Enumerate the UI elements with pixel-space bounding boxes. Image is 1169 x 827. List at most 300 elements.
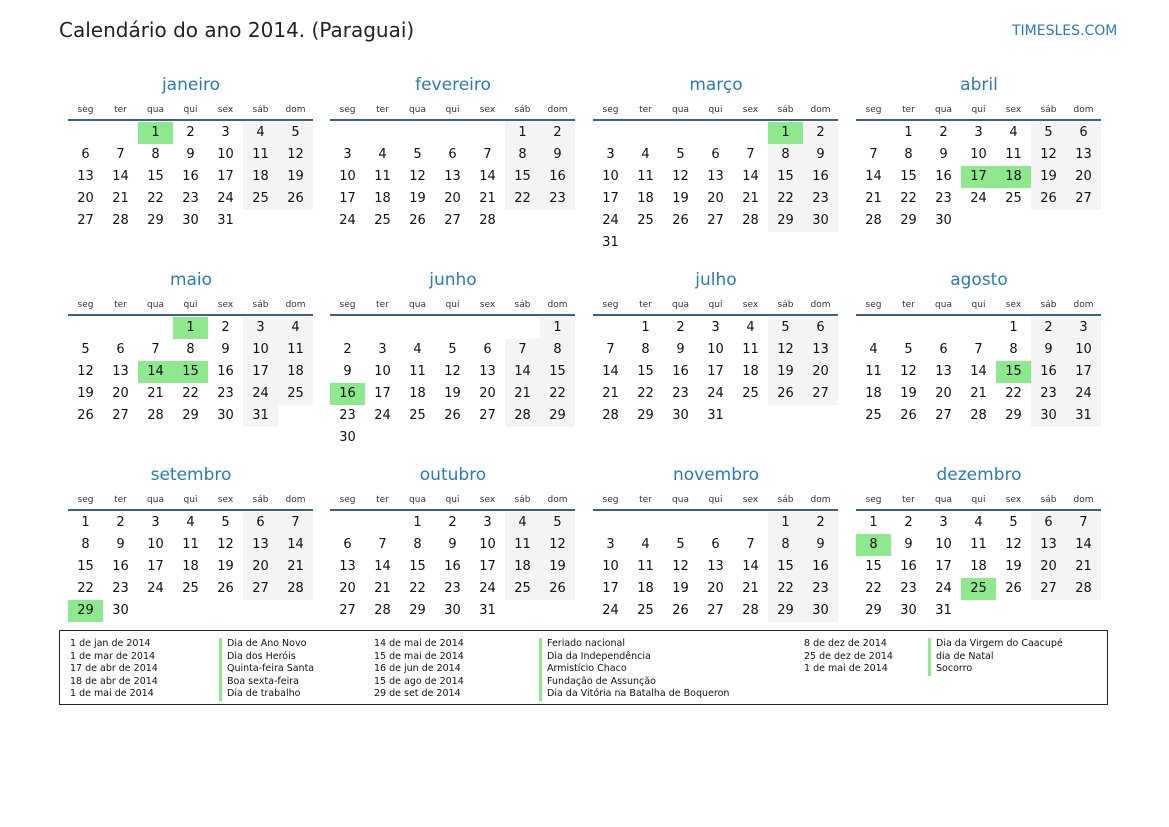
weekday-header: qui <box>708 300 723 310</box>
weekday-header: ter <box>376 105 389 115</box>
day-cell: 23 <box>339 408 356 423</box>
day-cell: 3 <box>221 125 230 140</box>
day-cell: 31 <box>243 405 278 427</box>
day-cell: 29 <box>147 213 164 228</box>
weekday-header: sáb <box>514 300 531 310</box>
weekday-header: qua <box>409 495 426 505</box>
day-cell: 5 <box>540 512 575 534</box>
weekday-header: sáb <box>514 495 531 505</box>
day-cell: 12 <box>217 537 234 552</box>
day-cell: 4 <box>641 537 650 552</box>
month-name: janeiro <box>161 75 221 95</box>
holiday-cell: 1 <box>173 317 208 339</box>
weekday-header: sáb <box>1040 300 1057 310</box>
day-cell: 17 <box>339 191 356 206</box>
weekday-header: qui <box>183 300 198 310</box>
month-novembro <box>593 465 839 645</box>
day-cell: 12 <box>409 169 426 184</box>
day-cell: 22 <box>768 578 803 600</box>
day-cell: 7 <box>746 147 755 162</box>
day-cell: 29 <box>409 603 426 618</box>
day-cell: 1 <box>904 125 913 140</box>
day-cell: 8 <box>186 342 195 357</box>
weekday-header: qua <box>409 300 426 310</box>
day-cell: 9 <box>116 537 125 552</box>
day-cell: 5 <box>1009 515 1018 530</box>
day-cell: 21 <box>602 386 619 401</box>
day-cell: 9 <box>803 144 838 166</box>
day-cell: 7 <box>116 147 125 162</box>
day-cell: 3 <box>606 537 615 552</box>
day-cell: 17 <box>374 386 391 401</box>
day-cell: 7 <box>746 537 755 552</box>
legend-holiday-name: Dia de Ano Novo <box>219 638 314 651</box>
day-cell: 26 <box>77 408 94 423</box>
day-cell: 10 <box>479 537 496 552</box>
day-cell: 26 <box>672 603 689 618</box>
day-cell: 4 <box>186 515 195 530</box>
day-cell: 4 <box>243 122 278 144</box>
header-divider <box>68 314 313 316</box>
day-cell: 21 <box>479 191 496 206</box>
weekday-header: seg <box>865 300 882 310</box>
day-cell: 4 <box>1009 125 1018 140</box>
weekday-header: qui <box>445 105 460 115</box>
weekday-header: dom <box>285 105 306 115</box>
header-divider <box>68 509 313 511</box>
day-cell: 8 <box>1009 342 1018 357</box>
day-cell: 9 <box>221 342 230 357</box>
day-cell: 28 <box>742 213 759 228</box>
day-cell: 27 <box>339 603 356 618</box>
legend-names-col3 <box>928 638 1063 676</box>
weekday-header: seg <box>77 300 94 310</box>
day-cell: 2 <box>1031 317 1066 339</box>
day-cell: 2 <box>540 122 575 144</box>
day-cell: 8 <box>768 144 803 166</box>
day-cell: 23 <box>803 578 838 600</box>
day-cell: 24 <box>479 581 496 596</box>
day-cell: 19 <box>672 581 689 596</box>
day-cell: 30 <box>803 600 838 622</box>
day-cell: 27 <box>112 408 129 423</box>
weekday-header: seg <box>339 105 356 115</box>
day-cell: 4 <box>641 147 650 162</box>
day-cell: 27 <box>77 213 94 228</box>
day-cell: 8 <box>81 537 90 552</box>
day-cell: 16 <box>803 556 838 578</box>
weekday-header: dom <box>547 495 568 505</box>
day-cell: 13 <box>935 364 952 379</box>
weekday-header: seg <box>865 495 882 505</box>
day-cell: 12 <box>278 144 313 166</box>
day-cell: 30 <box>1031 405 1066 427</box>
day-cell: 1 <box>505 122 540 144</box>
day-cell: 24 <box>602 213 619 228</box>
weekday-header: qua <box>672 495 689 505</box>
weekday-header: ter <box>114 105 127 115</box>
weekday-header: seg <box>602 300 619 310</box>
day-cell: 8 <box>768 534 803 556</box>
day-cell: 9 <box>803 534 838 556</box>
day-cell: 15 <box>900 169 917 184</box>
holiday-cell: 25 <box>961 578 996 600</box>
day-cell: 16 <box>803 166 838 188</box>
day-cell: 18 <box>865 386 882 401</box>
weekday-header: qui <box>183 495 198 505</box>
day-cell: 16 <box>540 166 575 188</box>
legend-dates-col3 <box>804 638 893 676</box>
day-cell: 10 <box>970 147 987 162</box>
month-março <box>593 75 839 255</box>
day-cell: 28 <box>278 578 313 600</box>
day-cell: 17 <box>602 581 619 596</box>
day-cell: 24 <box>1066 383 1101 405</box>
weekday-header: dom <box>285 300 306 310</box>
day-cell: 7 <box>606 342 615 357</box>
legend-holiday-name: Dia da Vitória na Batalha de Boqueron <box>539 688 729 701</box>
legend-names-col1 <box>219 638 314 701</box>
day-cell: 13 <box>444 169 461 184</box>
day-cell: 20 <box>1066 166 1101 188</box>
day-cell: 31 <box>707 408 724 423</box>
weekday-header: sex <box>1005 105 1022 115</box>
legend-dates-col2 <box>374 638 464 701</box>
month-name: novembro <box>672 465 760 485</box>
day-cell: 5 <box>413 147 422 162</box>
weekday-header: seg <box>865 105 882 115</box>
month-name: junho <box>429 270 477 290</box>
day-cell: 21 <box>505 383 540 405</box>
day-cell: 22 <box>1005 386 1022 401</box>
day-cell: 1 <box>540 317 575 339</box>
day-cell: 30 <box>182 213 199 228</box>
day-cell: 19 <box>540 556 575 578</box>
legend-holiday-name: Dia da Virgem do Caacupé <box>928 638 1063 651</box>
month-name: abril <box>960 75 998 95</box>
day-cell: 6 <box>711 537 720 552</box>
day-cell: 20 <box>77 191 94 206</box>
day-cell: 11 <box>374 169 391 184</box>
day-cell: 31 <box>602 235 619 250</box>
day-cell: 19 <box>77 386 94 401</box>
legend-date: 16 de jun de 2014 <box>374 663 461 674</box>
day-cell: 12 <box>77 364 94 379</box>
legend-holiday-name: Dia dos Heróis <box>219 651 314 664</box>
legend-date: 15 de ago de 2014 <box>374 675 464 687</box>
weekday-header: seg <box>77 495 94 505</box>
day-cell: 28 <box>479 213 496 228</box>
day-cell: 25 <box>278 383 313 405</box>
weekday-header: sáb <box>252 495 269 505</box>
day-cell: 28 <box>112 213 129 228</box>
weekday-header: dom <box>1073 300 1094 310</box>
day-cell: 7 <box>278 512 313 534</box>
day-cell: 18 <box>409 386 426 401</box>
holiday-cell: 17 <box>961 166 996 188</box>
day-cell: 28 <box>970 408 987 423</box>
day-cell: 9 <box>448 537 457 552</box>
legend-date: 1 de mar de 2014 <box>70 650 156 662</box>
day-cell: 3 <box>939 515 948 530</box>
day-cell: 23 <box>672 386 689 401</box>
day-cell: 22 <box>505 188 540 210</box>
day-cell: 2 <box>186 125 195 140</box>
day-cell: 8 <box>540 339 575 361</box>
day-cell: 10 <box>374 364 391 379</box>
weekday-header: sex <box>742 495 759 505</box>
weekday-header: ter <box>639 300 652 310</box>
day-cell: 5 <box>81 342 90 357</box>
month-outubro <box>330 465 576 645</box>
weekday-header: sex <box>217 300 234 310</box>
header-divider <box>330 119 575 121</box>
day-cell: 20 <box>803 361 838 383</box>
day-cell: 14 <box>970 364 987 379</box>
day-cell: 30 <box>935 213 952 228</box>
day-cell: 2 <box>803 122 838 144</box>
weekday-header: sáb <box>252 105 269 115</box>
month-janeiro <box>68 75 314 255</box>
day-cell: 22 <box>182 386 199 401</box>
day-cell: 11 <box>637 559 654 574</box>
day-cell: 20 <box>112 386 129 401</box>
day-cell: 21 <box>147 386 164 401</box>
month-dezembro <box>856 465 1102 645</box>
weekday-header: seg <box>339 495 356 505</box>
weekday-header: seg <box>77 105 94 115</box>
day-cell: 6 <box>243 512 278 534</box>
day-cell: 23 <box>112 581 129 596</box>
weekday-header: qua <box>147 495 164 505</box>
day-cell: 21 <box>112 191 129 206</box>
holiday-cell: 1 <box>768 122 803 144</box>
day-cell: 4 <box>974 515 983 530</box>
day-cell: 11 <box>1005 147 1022 162</box>
month-name: maio <box>169 270 213 290</box>
day-cell: 10 <box>339 169 356 184</box>
day-cell: 9 <box>904 537 913 552</box>
day-cell: 8 <box>641 342 650 357</box>
month-agosto <box>856 270 1102 450</box>
day-cell: 6 <box>343 537 352 552</box>
weekday-header: ter <box>114 495 127 505</box>
day-cell: 27 <box>243 578 278 600</box>
holiday-cell: 18 <box>996 166 1031 188</box>
legend-date: 1 de jan de 2014 <box>70 638 151 649</box>
day-cell: 28 <box>1066 578 1101 600</box>
day-cell: 20 <box>707 581 724 596</box>
day-cell: 23 <box>217 386 234 401</box>
day-cell: 3 <box>974 125 983 140</box>
day-cell: 28 <box>742 603 759 618</box>
weekday-header: ter <box>376 300 389 310</box>
weekday-header: qui <box>971 300 986 310</box>
legend-holiday-name: Feriado nacional <box>539 638 729 651</box>
holiday-cell: 29 <box>68 600 103 622</box>
day-cell: 7 <box>151 342 160 357</box>
weekday-header: dom <box>810 105 831 115</box>
day-cell: 31 <box>935 603 952 618</box>
day-cell: 5 <box>676 147 685 162</box>
weekday-header: qua <box>935 495 952 505</box>
weekday-header: sex <box>742 105 759 115</box>
day-cell: 24 <box>243 383 278 405</box>
day-cell: 5 <box>904 342 913 357</box>
site-link[interactable]: TIMESLES.COM <box>1012 23 1118 39</box>
weekday-header: sáb <box>777 300 794 310</box>
day-cell: 26 <box>900 408 917 423</box>
day-cell: 4 <box>378 147 387 162</box>
day-cell: 19 <box>444 386 461 401</box>
legend-holiday-name: Dia de trabalho <box>219 688 314 701</box>
weekday-header: qua <box>409 105 426 115</box>
day-cell: 29 <box>865 603 882 618</box>
day-cell: 15 <box>505 166 540 188</box>
day-cell: 24 <box>935 581 952 596</box>
holiday-cell: 15 <box>173 361 208 383</box>
day-cell: 23 <box>935 191 952 206</box>
day-cell: 22 <box>768 188 803 210</box>
day-cell: 11 <box>278 339 313 361</box>
day-cell: 13 <box>77 169 94 184</box>
day-cell: 25 <box>637 603 654 618</box>
day-cell: 25 <box>374 213 391 228</box>
day-cell: 9 <box>186 147 195 162</box>
day-cell: 28 <box>147 408 164 423</box>
day-cell: 7 <box>483 147 492 162</box>
legend-date: 1 de mai de 2014 <box>804 663 888 674</box>
legend-holiday-name: Boa sexta-feira <box>219 676 314 689</box>
month-name: agosto <box>950 270 1008 290</box>
header-divider <box>330 509 575 511</box>
day-cell: 7 <box>974 342 983 357</box>
legend-date: 14 de mai de 2014 <box>374 638 464 649</box>
weekday-header: qui <box>708 105 723 115</box>
day-cell: 25 <box>742 386 759 401</box>
day-cell: 21 <box>1066 556 1101 578</box>
weekday-header: qui <box>445 300 460 310</box>
day-cell: 17 <box>243 361 278 383</box>
day-cell: 3 <box>151 515 160 530</box>
day-cell: 17 <box>217 169 234 184</box>
day-cell: 1 <box>641 320 650 335</box>
legend-holiday-name: Socorro <box>928 663 1063 676</box>
day-cell: 9 <box>540 144 575 166</box>
day-cell: 25 <box>409 408 426 423</box>
month-junho <box>330 270 576 450</box>
day-cell: 29 <box>1005 408 1022 423</box>
day-cell: 15 <box>768 556 803 578</box>
day-cell: 14 <box>479 169 496 184</box>
page-title: Calendário do ano 2014. (Paraguai) <box>59 18 415 42</box>
day-cell: 30 <box>217 408 234 423</box>
day-cell: 4 <box>746 320 755 335</box>
day-cell: 15 <box>637 364 654 379</box>
day-cell: 12 <box>900 364 917 379</box>
day-cell: 31 <box>479 603 496 618</box>
day-cell: 24 <box>339 213 356 228</box>
day-cell: 8 <box>151 147 160 162</box>
day-cell: 22 <box>409 581 426 596</box>
day-cell: 9 <box>343 364 352 379</box>
weekday-header: sex <box>217 105 234 115</box>
day-cell: 10 <box>243 339 278 361</box>
day-cell: 23 <box>1031 383 1066 405</box>
day-cell: 11 <box>970 537 987 552</box>
weekday-header: sáb <box>1040 105 1057 115</box>
day-cell: 31 <box>1066 405 1101 427</box>
day-cell: 16 <box>672 364 689 379</box>
day-cell: 10 <box>217 147 234 162</box>
day-cell: 12 <box>1005 537 1022 552</box>
weekday-header: sex <box>217 495 234 505</box>
day-cell: 24 <box>374 408 391 423</box>
day-cell: 27 <box>1031 578 1066 600</box>
day-cell: 6 <box>939 342 948 357</box>
day-cell: 25 <box>243 188 278 210</box>
day-cell: 23 <box>444 581 461 596</box>
day-cell: 17 <box>147 559 164 574</box>
day-cell: 19 <box>672 191 689 206</box>
day-cell: 21 <box>865 191 882 206</box>
weekday-header: sáb <box>777 495 794 505</box>
weekday-header: qua <box>935 105 952 115</box>
day-cell: 3 <box>711 320 720 335</box>
day-cell: 16 <box>900 559 917 574</box>
day-cell: 8 <box>413 537 422 552</box>
day-cell: 30 <box>900 603 917 618</box>
day-cell: 5 <box>768 317 803 339</box>
day-cell: 18 <box>243 166 278 188</box>
day-cell: 21 <box>970 386 987 401</box>
day-cell: 5 <box>448 342 457 357</box>
day-cell: 19 <box>217 559 234 574</box>
day-cell: 6 <box>1066 122 1101 144</box>
day-cell: 20 <box>707 191 724 206</box>
legend-holiday-name: Quinta-feira Santa <box>219 663 314 676</box>
weekday-header: seg <box>339 300 356 310</box>
month-fevereiro <box>330 75 576 255</box>
day-cell: 31 <box>217 213 234 228</box>
header-divider <box>593 119 838 121</box>
day-cell: 2 <box>939 125 948 140</box>
day-cell: 11 <box>182 537 199 552</box>
day-cell: 13 <box>707 169 724 184</box>
day-cell: 11 <box>637 169 654 184</box>
legend-holiday-name: Dia da Independência <box>539 651 729 664</box>
day-cell: 16 <box>112 559 129 574</box>
day-cell: 12 <box>1031 144 1066 166</box>
weekday-header: qui <box>445 495 460 505</box>
day-cell: 28 <box>865 213 882 228</box>
day-cell: 19 <box>409 191 426 206</box>
holiday-cell: 15 <box>996 361 1031 383</box>
header-divider <box>856 509 1101 511</box>
month-name: fevereiro <box>415 75 491 95</box>
weekday-header: ter <box>114 300 127 310</box>
day-cell: 28 <box>602 408 619 423</box>
legend-date: 1 de mai de 2014 <box>70 688 154 699</box>
day-cell: 9 <box>1031 339 1066 361</box>
day-cell: 6 <box>483 342 492 357</box>
day-cell: 6 <box>1031 512 1066 534</box>
day-cell: 20 <box>243 556 278 578</box>
day-cell: 15 <box>77 559 94 574</box>
weekday-header: qui <box>971 105 986 115</box>
weekday-header: sex <box>479 105 496 115</box>
day-cell: 30 <box>672 408 689 423</box>
